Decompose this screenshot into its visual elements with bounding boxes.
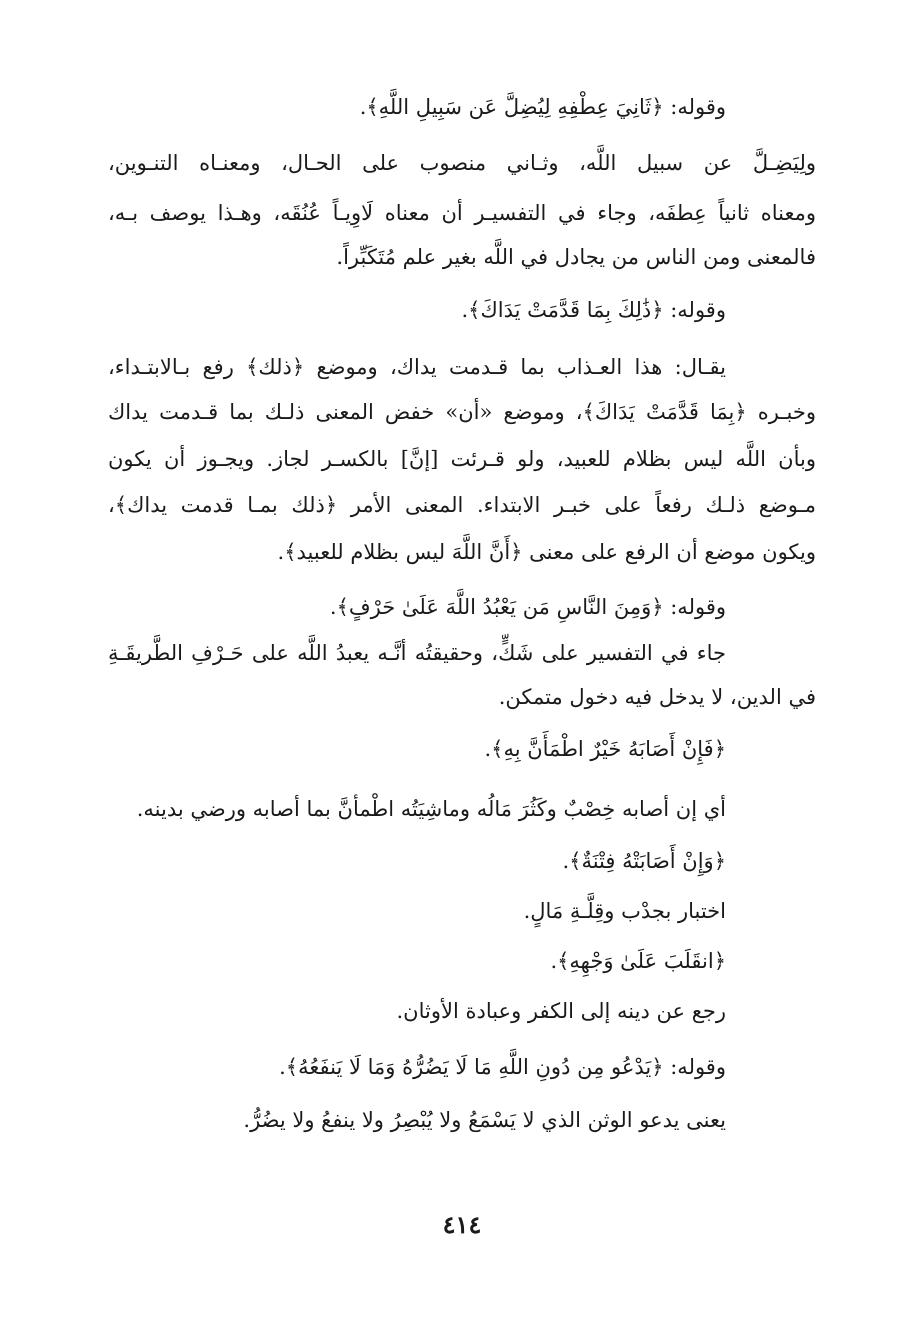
text-line-15: أي إن أصابه خِصْبٌ وكَثُرَ مَالُه وماشِيَتُه اطْمأنَّ بما أصابه ورضي بدينه. (136, 797, 726, 821)
text-line-20: وقوله: ﴿يَدْعُو مِن دُونِ اللَّهِ مَا لَا يَضُرُّهُ وَمَا لَا يَنفَعُهُ﴾. (279, 1055, 726, 1079)
text-line-6: يقـال: هذا العـذاب بما قـدمت يداك، وموضع ﴿ذلك﴾ رفع بـالابتـداء، (108, 355, 726, 379)
text-line-11: وقوله: ﴿وَمِنَ النَّاسِ مَن يَعْبُدُ اللَّهَ عَلَىٰ حَرْفٍ﴾. (329, 595, 726, 619)
text-line-10: ويكون موضع أن الرفع على معنى ﴿أَنَّ اللَّهَ ليس بظلام للعبيد﴾. (277, 540, 816, 564)
text-line-17: اختبار بجدْب وقِلَّـةِ مَالٍ. (523, 899, 726, 923)
text-line-3: ومعناه ثانياً عِطفَه، وجاء في التفسيـر أن معناه لَاوِيـاً عُنُقَه، وهـذا يوصف بـه، (108, 201, 816, 225)
text-line-19: رجع عن دينه إلى الكفر وعبادة الأوثان. (396, 999, 726, 1023)
text-line-12: جاء في التفسير على شَكٍّ، وحقيقتُه أنَّـه يعبدُ اللَّه على حَـرْفِ الطَّريقَـةِ (108, 641, 726, 665)
text-line-4: فالمعنى ومن الناس من يجادل في اللَّه بغير علم مُتَكَبِّراً. (336, 245, 816, 269)
text-line-5: وقوله: ﴿ذَٰلِكَ بِمَا قَدَّمَتْ يَدَاكَ﴾. (461, 298, 726, 322)
page-number: ٤١٤ (442, 1210, 482, 1239)
text-line-18: ﴿انقَلَبَ عَلَىٰ وَجْهِهِ﴾. (550, 949, 726, 973)
text-line-13: في الدين، لا يدخل فيه دخول متمكن. (498, 685, 816, 709)
text-line-9: مـوضع ذلـك رفعاً على خبـر الابتداء. المعنى الأمر ﴿ذلك بمـا قدمت يداك﴾، (108, 493, 816, 517)
text-line-14: ﴿فَإِنْ أَصَابَهُ خَيْرٌ اطْمَأَنَّ بِهِ﴾. (484, 737, 726, 761)
text-line-7: وخبـره ﴿بِمَا قَدَّمَتْ يَدَاكَ﴾، وموضع «أن» خفض المعنى ذلـك بما قـدمت يداك (108, 400, 816, 424)
text-line-2: ولِيَضِـلَّ عن سبيل اللَّه، وثـاني منصوب على الحـال، ومعنـاه التنـوين، (108, 151, 816, 175)
text-line-8: وبأن اللَّه ليس بظلام للعبيد، ولو قـرئت [إنَّ] بالكسـر لجاز. ويجـوز أن يكون (108, 447, 816, 471)
text-line-1: وقوله: ﴿ثَانِيَ عِطْفِهِ لِيُضِلَّ عَن سَبِيلِ اللَّهِ﴾. (359, 95, 726, 119)
text-line-16: ﴿وَإِنْ أَصَابَتْهُ فِتْنَةٌ﴾. (562, 849, 726, 873)
text-line-21: يعنى يدعو الوثن الذي لا يَسْمَعُ ولا يُبْصِرُ ولا ينفعُ ولا يضُرُّ. (243, 1108, 726, 1132)
